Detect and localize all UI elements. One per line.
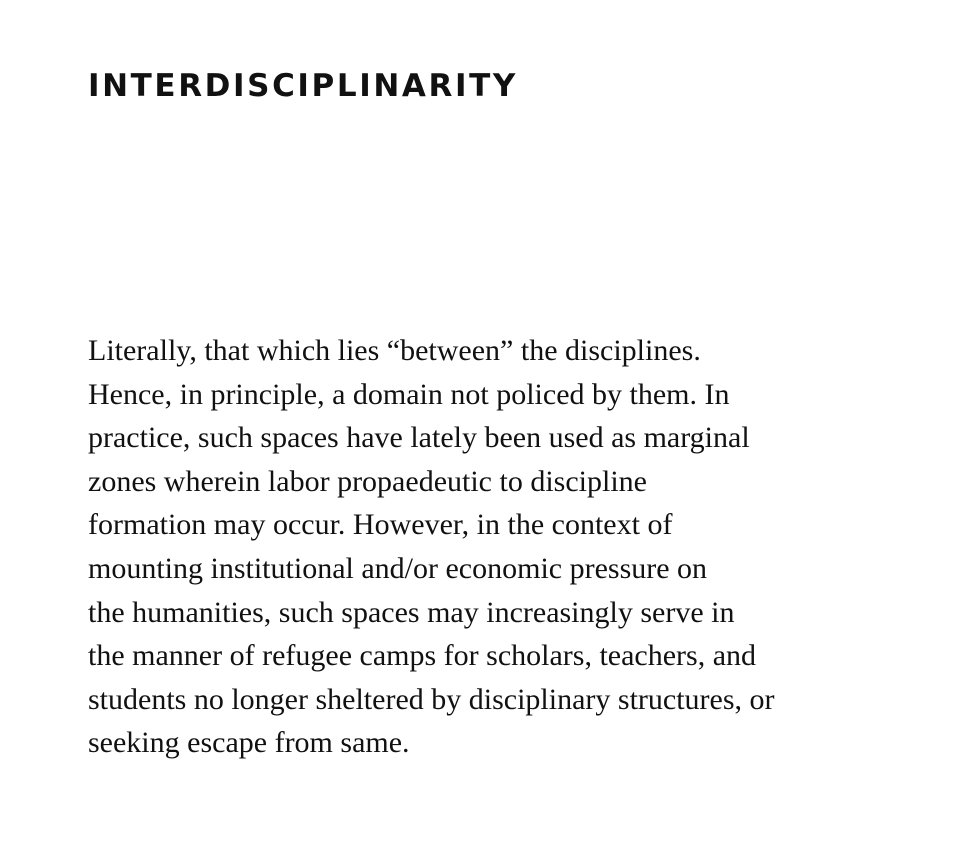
definition-line: Literally, that which lies “between” the disciplines. (88, 334, 701, 367)
entry-title: INTERDISCIPLINARITY (88, 68, 518, 104)
definition-line: practice, such spaces have lately been used as marginal (88, 421, 750, 455)
definition-line: mounting institutional and/or economic pressure on (88, 551, 708, 585)
definition-line: the manner of refugee camps for scholars, teachers, and (88, 639, 757, 673)
definition-line: Hence, in principle, a domain not policed by them. In (88, 377, 730, 411)
definition-line: seeking escape from same. (88, 726, 410, 760)
definition-line: the humanities, such spaces may increasingly serve in (88, 595, 735, 629)
definition-line: students no longer sheltered by disciplinary structures, or (88, 682, 775, 716)
entry-definition (88, 329, 948, 765)
definition-line: zones wherein labor propaedeutic to discipline (88, 464, 647, 498)
definition-line: formation may occur. However, in the context of (88, 508, 673, 542)
